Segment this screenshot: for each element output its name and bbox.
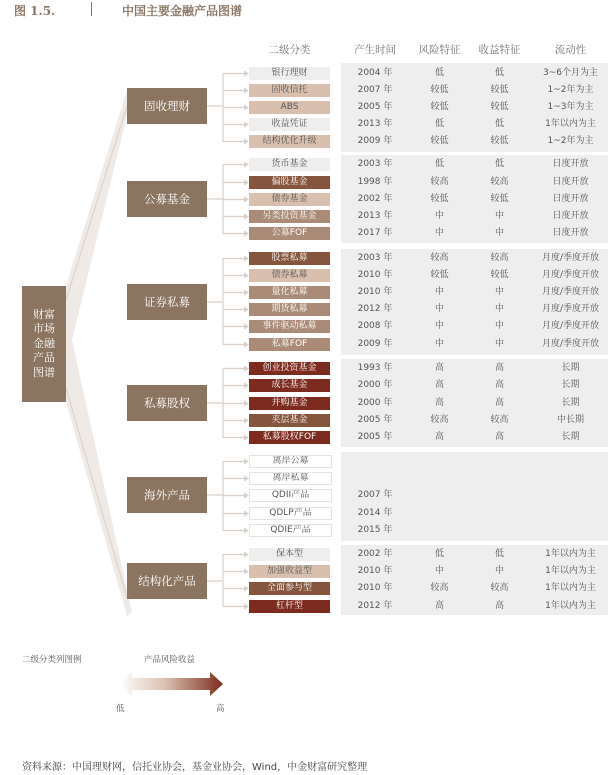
cell-year: 2010 年 (357, 270, 393, 280)
cell-risk: 较高 (430, 253, 449, 263)
category-node (127, 385, 207, 421)
product-item: ABS (249, 101, 330, 114)
cell-return: 中 (494, 211, 504, 221)
cell-risk: 低 (434, 159, 444, 169)
cell-liquidity: 日度开放 (552, 228, 589, 238)
cell-risk: 高 (434, 363, 444, 373)
product-item: QDII产品 (249, 489, 332, 502)
cell-year: 2012 年 (357, 304, 393, 314)
product-item: 固收信托 (249, 84, 330, 97)
cell-liquidity: 长期 (561, 380, 580, 390)
cell-return: 中 (494, 566, 504, 576)
product-item: 银行理财 (249, 67, 330, 80)
product-item: 私募FOF (249, 338, 330, 351)
category-label: 公募基金 (144, 192, 190, 206)
cell-year: 2000 年 (357, 380, 393, 390)
cell-return: 高 (494, 398, 504, 408)
cell-liquidity (533, 455, 608, 468)
cell-year: 2010 年 (357, 566, 393, 576)
risk-return-arrow (119, 671, 225, 697)
cell-return (472, 489, 527, 502)
cell-risk: 较低 (430, 102, 449, 112)
cell-liquidity: 1年以内为主 (545, 601, 596, 611)
cell-liquidity: 3~6个月为主 (543, 68, 598, 78)
cell-return: 较高 (490, 253, 509, 263)
cell-return: 中 (494, 339, 504, 349)
header-time: 产生时间 (354, 44, 396, 56)
cell-year: 2010 年 (357, 583, 393, 593)
cell-return: 较低 (490, 85, 509, 95)
cell-liquidity: 1~3年为主 (547, 102, 594, 112)
cell-return (472, 472, 527, 485)
product-item: 股票私募 (249, 252, 330, 265)
cell-liquidity: 1~2年为主 (547, 85, 594, 95)
cell-year: 2009 年 (357, 339, 393, 349)
product-item: 全面参与型 (249, 582, 330, 595)
cell-liquidity: 日度开放 (552, 211, 589, 221)
cell-return (472, 455, 527, 468)
category-node (127, 563, 207, 599)
cell-return: 较低 (490, 194, 509, 204)
cell-liquidity: 中长期 (556, 415, 584, 425)
cell-return: 低 (494, 549, 504, 559)
product-item: 成长基金 (249, 379, 330, 392)
legend-title: 二级分类列图例 (22, 655, 82, 665)
cell-risk: 较低 (430, 85, 449, 95)
cell-year: 2007 年 (357, 490, 393, 500)
cell-risk: 中 (434, 339, 444, 349)
cell-liquidity: 月度/季度开放 (541, 287, 600, 297)
cell-year: 2005 年 (357, 415, 393, 425)
cell-risk (412, 524, 467, 537)
cell-return (472, 507, 527, 520)
cell-risk (412, 507, 467, 520)
product-item: 期货私募 (249, 303, 330, 316)
cell-risk: 低 (434, 68, 444, 78)
cell-year: 2000 年 (357, 398, 393, 408)
header-level2: 二级分类 (268, 44, 311, 56)
cell-return: 较低 (490, 136, 509, 146)
product-item: 结构优化升级 (249, 135, 330, 148)
cell-liquidity: 1年以内为主 (545, 119, 596, 129)
cell-risk: 较低 (430, 194, 449, 204)
product-item: 事件驱动私募 (249, 320, 330, 333)
cell-year: 2003 年 (357, 159, 393, 169)
figure-number: 图 1.5. (14, 4, 56, 18)
cell-risk: 较高 (430, 415, 449, 425)
product-item: 另类投资基金 (249, 210, 330, 223)
product-item: 偏股基金 (249, 176, 330, 189)
cell-liquidity: 1年以内为主 (545, 583, 596, 593)
cell-return: 低 (494, 68, 504, 78)
cell-liquidity: 月度/季度开放 (541, 339, 600, 349)
cell-liquidity: 月度/季度开放 (541, 253, 600, 263)
cell-liquidity (533, 472, 608, 485)
category-label: 固收理财 (144, 99, 190, 113)
legend-high: 高 (216, 704, 225, 714)
cell-year: 2010 年 (357, 287, 393, 297)
cell-risk: 高 (434, 398, 444, 408)
product-item: QDLP产品 (249, 507, 332, 520)
cell-year: 2002 年 (357, 549, 393, 559)
product-item: 加强收益型 (249, 565, 330, 578)
cell-liquidity: 月度/季度开放 (541, 270, 600, 280)
product-item: QDIE产品 (249, 524, 332, 537)
cell-return: 中 (494, 321, 504, 331)
legend-arrow-label: 产品风险收益 (144, 655, 196, 665)
cell-liquidity: 1~2年为主 (547, 136, 594, 146)
legend-low: 低 (116, 704, 125, 714)
cell-year: 2013 年 (357, 119, 393, 129)
cell-year: 2009 年 (357, 136, 393, 146)
product-item: 离岸私募 (249, 472, 332, 485)
cell-year: 2015 年 (357, 525, 393, 535)
cell-return: 中 (494, 287, 504, 297)
category-label: 证券私募 (144, 295, 190, 309)
cell-risk: 中 (434, 566, 444, 576)
cell-return: 较低 (490, 270, 509, 280)
product-item: 债券基金 (249, 193, 330, 206)
product-item: 离岸公募 (249, 455, 332, 468)
product-item: 量化私募 (249, 286, 330, 299)
cell-risk: 低 (434, 549, 444, 559)
cell-return: 较低 (490, 102, 509, 112)
category-label: 私募股权 (144, 396, 190, 410)
cell-year: 2005 年 (357, 102, 393, 112)
cell-risk: 低 (434, 119, 444, 129)
cell-liquidity: 长期 (561, 363, 580, 373)
header-risk: 风险特征 (418, 44, 461, 56)
cell-risk: 中 (434, 287, 444, 297)
category-node (127, 88, 207, 124)
cell-liquidity: 日度开放 (552, 177, 589, 187)
cell-risk: 较低 (430, 136, 449, 146)
header-liquidity: 流动性 (554, 44, 587, 56)
cell-liquidity (533, 524, 608, 537)
header-return: 收益特征 (478, 44, 521, 56)
cell-year: 2008 年 (357, 321, 393, 331)
cell-risk: 较高 (430, 583, 449, 593)
cell-liquidity: 长期 (561, 398, 580, 408)
cell-return: 高 (494, 363, 504, 373)
cell-liquidity: 日度开放 (552, 159, 589, 169)
cell-return (472, 524, 527, 537)
cell-return: 高 (494, 380, 504, 390)
cell-year: 2007 年 (357, 85, 393, 95)
cell-year (344, 472, 406, 485)
category-node (127, 181, 207, 217)
cell-risk (412, 455, 467, 468)
cell-risk: 中 (434, 321, 444, 331)
category-label: 海外产品 (144, 488, 190, 502)
cell-year: 1998 年 (357, 177, 393, 187)
cell-liquidity (533, 489, 608, 502)
cell-risk: 中 (434, 211, 444, 221)
product-item: 债券私募 (249, 269, 330, 282)
category-node (127, 284, 207, 320)
cell-year: 2005 年 (357, 432, 393, 442)
cell-risk (412, 472, 467, 485)
cell-risk: 中 (434, 228, 444, 238)
cell-return: 较高 (490, 583, 509, 593)
figure-title: 中国主要金融产品图谱 (122, 4, 243, 18)
cell-year: 2013 年 (357, 211, 393, 221)
product-item: 货币基金 (249, 158, 330, 171)
root-node (22, 286, 66, 402)
cell-liquidity: 月度/季度开放 (541, 321, 600, 331)
cell-return: 高 (494, 601, 504, 611)
cell-return: 中 (494, 304, 504, 314)
product-item: 私募股权FOF (249, 431, 330, 444)
cell-liquidity: 月度/季度开放 (541, 304, 600, 314)
cell-risk: 高 (434, 380, 444, 390)
cell-year: 1993 年 (357, 363, 393, 373)
cell-liquidity: 1年以内为主 (545, 549, 596, 559)
product-item: 并购基金 (249, 397, 330, 410)
cell-liquidity: 长期 (561, 432, 580, 442)
product-item: 保本型 (249, 548, 330, 561)
cell-risk: 高 (434, 432, 444, 442)
source-note: 资料来源：中国理财网，信托业协会，基金业协会，Wind，中金财富研究整理 (22, 762, 368, 773)
cell-return: 中 (494, 228, 504, 238)
cell-return: 高 (494, 432, 504, 442)
cell-liquidity (533, 507, 608, 520)
category-label: 结构化产品 (138, 574, 196, 588)
cell-liquidity: 1年以内为主 (545, 566, 596, 576)
cell-risk: 较高 (430, 177, 449, 187)
category-node (127, 477, 207, 513)
product-item: 公募FOF (249, 227, 330, 240)
cell-year: 2003 年 (357, 253, 393, 263)
cell-return: 低 (494, 159, 504, 169)
product-item: 创业投资基金 (249, 362, 330, 375)
cell-risk: 中 (434, 304, 444, 314)
product-item: 夹层基金 (249, 414, 330, 427)
cell-return: 较高 (490, 177, 509, 187)
cell-year: 2004 年 (357, 68, 393, 78)
cell-year: 2002 年 (357, 194, 393, 204)
cell-liquidity: 日度开放 (552, 194, 589, 204)
cell-return: 较高 (490, 415, 509, 425)
cell-year: 2017 年 (357, 228, 393, 238)
product-item: 收益凭证 (249, 118, 330, 131)
cell-return: 低 (494, 119, 504, 129)
cell-year: 2012 年 (357, 601, 393, 611)
cell-year (344, 455, 406, 468)
cell-risk: 高 (434, 601, 444, 611)
product-item: 杠杆型 (249, 600, 330, 613)
cell-risk: 较低 (430, 270, 449, 280)
cell-risk (412, 489, 467, 502)
cell-year: 2014 年 (357, 508, 393, 518)
root-node-label: 财富市场金融产品图谱 (33, 307, 55, 379)
